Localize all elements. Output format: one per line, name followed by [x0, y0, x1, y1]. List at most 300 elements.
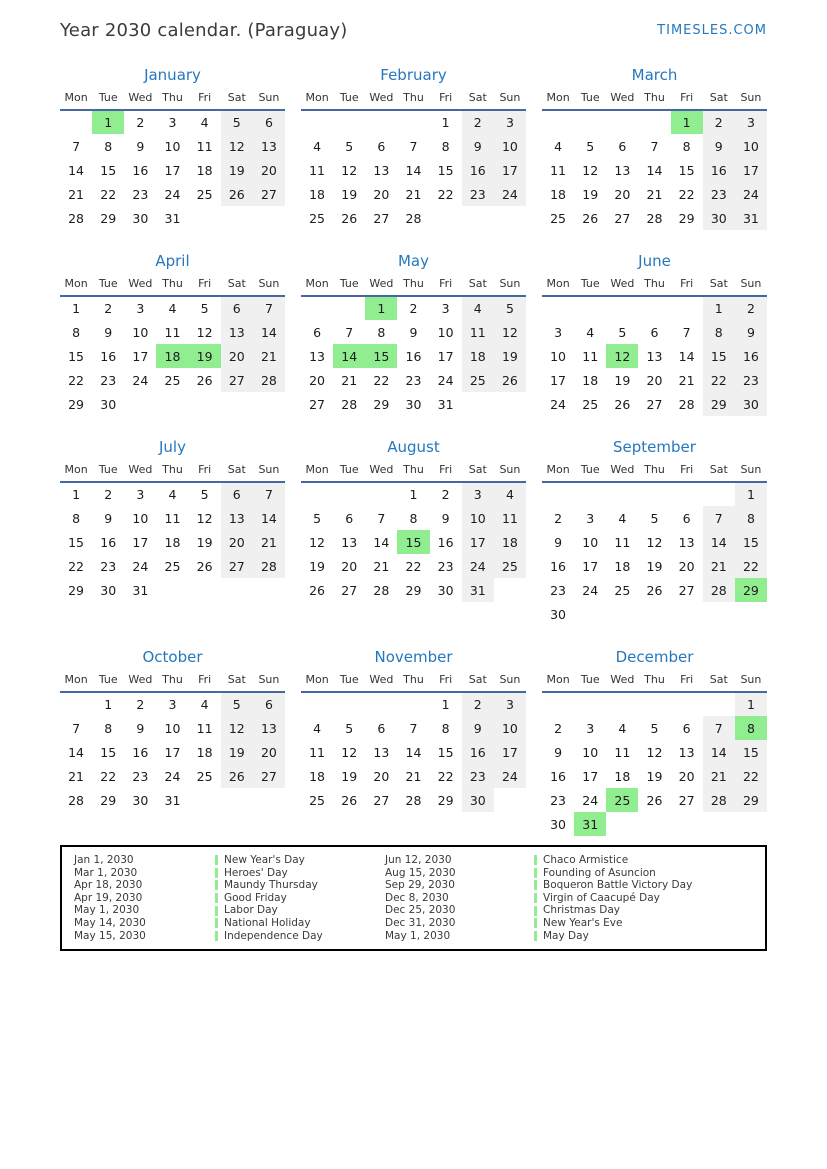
weekday-label: Fri: [671, 673, 703, 692]
day-cell: 3: [168, 697, 177, 712]
weekday-label: Wed: [365, 673, 397, 692]
day-cell: 27: [373, 792, 390, 808]
weekday-label: Sat: [462, 673, 494, 692]
day-cell: 24: [494, 764, 526, 788]
day-cell: 21: [253, 344, 285, 368]
day-cell: 7: [409, 720, 418, 736]
weekday-label: Tue: [574, 673, 606, 692]
day-cell: 13: [678, 744, 695, 760]
month-title: December: [615, 648, 694, 666]
day-cell-empty: [301, 482, 333, 506]
weekday-label: Mon: [301, 277, 333, 296]
day-cell: 4: [586, 324, 595, 340]
day-cell: 23: [100, 558, 117, 574]
weekday-label: Tue: [333, 463, 365, 482]
day-cell: 13: [646, 348, 663, 364]
day-cell: 24: [132, 372, 149, 388]
day-cell: 29: [437, 792, 454, 808]
holiday-name: New Year's Eve: [543, 916, 623, 929]
holiday-marker: [534, 893, 537, 903]
day-cell-empty: [221, 788, 253, 812]
day-cell-empty: [574, 692, 606, 716]
day-cell: 22: [68, 558, 85, 574]
day-cell: 25: [164, 558, 181, 574]
day-cell: 10: [582, 534, 599, 550]
month-december: [542, 648, 767, 836]
day-cell: 8: [441, 720, 450, 736]
day-cell: 16: [462, 158, 494, 182]
day-cell: 1: [409, 487, 418, 502]
holiday-date: Jun 12, 2030: [385, 854, 452, 866]
day-cell: 11: [164, 324, 181, 340]
day-cell: 19: [646, 768, 663, 784]
day-cell: 6: [221, 482, 253, 506]
weekday-label: Fri: [430, 463, 462, 482]
day-cell: 6: [618, 138, 627, 154]
day-cell-empty: [60, 110, 92, 134]
day-cell-empty: [494, 578, 526, 602]
day-cell: 20: [341, 558, 358, 574]
day-cell: 2: [554, 720, 563, 736]
day-cell: 9: [462, 134, 494, 158]
day-cell: 31: [735, 206, 767, 230]
day-cell: 7: [345, 324, 354, 340]
holiday-name: Heroes' Day: [224, 866, 288, 879]
day-cell: 13: [373, 162, 390, 178]
day-cell: 10: [132, 324, 149, 340]
weekday-label: Thu: [156, 91, 188, 110]
holiday-name: New Year's Day: [224, 854, 305, 866]
weekday-label: Sat: [221, 277, 253, 296]
day-cell: 3: [441, 301, 450, 316]
day-cell-empty: [253, 578, 285, 602]
day-cell: 3: [136, 301, 145, 316]
day-cell: 1: [72, 487, 81, 502]
day-cell: 27: [253, 764, 285, 788]
holiday-entry: [534, 879, 755, 892]
day-cell: 11: [614, 744, 631, 760]
day-cell: 18: [550, 186, 567, 202]
day-cell: 6: [253, 110, 285, 134]
month-january: [60, 66, 285, 230]
day-cell: 3: [554, 324, 563, 340]
day-cell: 5: [200, 487, 209, 502]
weekday-label: Sat: [703, 277, 735, 296]
day-cell: 25: [494, 554, 526, 578]
weekday-label: Fri: [430, 673, 462, 692]
holiday-marker: [215, 931, 218, 941]
day-cell: 12: [221, 716, 253, 740]
weekday-label: Sat: [462, 463, 494, 482]
day-cell: 10: [735, 134, 767, 158]
weekday-label: Mon: [301, 463, 333, 482]
day-cell: 3: [586, 720, 595, 736]
day-cell: 26: [309, 582, 326, 598]
day-cell: 4: [313, 720, 322, 736]
day-cell: 22: [373, 372, 390, 388]
day-cell: 18: [462, 344, 494, 368]
day-cell: 30: [405, 396, 422, 412]
holiday-list: [74, 854, 755, 942]
day-cell-holiday: 1: [92, 110, 124, 134]
day-cell: 8: [682, 138, 691, 154]
day-cell: 6: [345, 510, 354, 526]
day-cell: 28: [68, 210, 85, 226]
day-cell-empty: [221, 578, 253, 602]
day-cell: 29: [703, 392, 735, 416]
day-cell: 2: [735, 296, 767, 320]
day-cell-empty: [703, 692, 735, 716]
day-cell: 27: [373, 210, 390, 226]
day-cell-empty: [671, 602, 703, 626]
holiday-date: Dec 31, 2030: [385, 916, 456, 929]
day-cell: 11: [309, 744, 326, 760]
day-cell: 11: [494, 506, 526, 530]
month-title: August: [387, 438, 440, 456]
day-cell: 23: [462, 764, 494, 788]
day-cell: 29: [678, 210, 695, 226]
day-cell: 28: [703, 788, 735, 812]
day-cell: 15: [735, 740, 767, 764]
day-cell: 9: [703, 134, 735, 158]
day-cell: 14: [646, 162, 663, 178]
day-cell: 21: [373, 558, 390, 574]
month-july: [60, 438, 285, 602]
day-cell-empty: [156, 392, 188, 416]
day-cell: 2: [104, 301, 113, 316]
holiday-name: May Day: [543, 929, 589, 942]
day-cell: 18: [494, 530, 526, 554]
day-cell: 13: [341, 534, 358, 550]
day-cell: 23: [405, 372, 422, 388]
day-cell: 4: [618, 720, 627, 736]
day-cell: 10: [462, 506, 494, 530]
day-cell: 17: [164, 162, 181, 178]
day-cell: 29: [100, 792, 117, 808]
day-cell-empty: [671, 296, 703, 320]
day-cell: 5: [221, 110, 253, 134]
day-cell: 11: [309, 162, 326, 178]
day-cell: 31: [164, 210, 181, 226]
day-cell: 15: [703, 344, 735, 368]
holiday-entry: [534, 930, 755, 943]
weekday-label: Thu: [156, 277, 188, 296]
day-cell: 30: [100, 396, 117, 412]
month-title: November: [374, 648, 453, 666]
weekday-label: Tue: [92, 91, 124, 110]
holiday-entry: [215, 867, 385, 880]
day-cell-empty: [574, 602, 606, 626]
weekday-label: Thu: [638, 673, 670, 692]
weekday-label: Thu: [638, 91, 670, 110]
day-cell: 10: [494, 134, 526, 158]
day-cell: 1: [72, 301, 81, 316]
month-title: January: [144, 66, 201, 84]
weekday-label: Wed: [124, 277, 156, 296]
day-cell-holiday: 19: [189, 344, 221, 368]
day-cell: 11: [462, 320, 494, 344]
day-cell: 10: [437, 324, 454, 340]
day-cell: 15: [678, 162, 695, 178]
holiday-name: Founding of Asuncion: [543, 866, 656, 879]
day-cell: 4: [313, 138, 322, 154]
day-cell: 14: [703, 530, 735, 554]
month-title: May: [397, 252, 429, 270]
weekday-label: Sat: [221, 91, 253, 110]
day-cell: 24: [462, 554, 494, 578]
day-cell: 14: [405, 744, 422, 760]
day-cell-empty: [301, 692, 333, 716]
day-cell: 27: [646, 396, 663, 412]
day-cell: 7: [650, 138, 659, 154]
day-cell-holiday: 1: [365, 296, 397, 320]
weekday-label: Sun: [735, 673, 767, 692]
day-cell: 26: [341, 792, 358, 808]
day-cell: 30: [735, 392, 767, 416]
day-cell: 16: [437, 534, 454, 550]
day-cell: 8: [441, 138, 450, 154]
weekday-label: Sun: [735, 277, 767, 296]
day-cell-empty: [638, 692, 670, 716]
day-cell: 25: [582, 396, 599, 412]
day-cell: 22: [100, 768, 117, 784]
day-cell-empty: [333, 482, 365, 506]
holiday-entry: [215, 930, 385, 943]
day-cell: 7: [703, 716, 735, 740]
day-cell: 15: [100, 162, 117, 178]
holiday-date: May 1, 2030: [74, 904, 140, 917]
weekday-label: Thu: [156, 463, 188, 482]
weekday-label: Sun: [494, 673, 526, 692]
holiday-entry: [215, 917, 385, 930]
month-may: [301, 252, 526, 416]
day-cell: 23: [735, 368, 767, 392]
day-cell: 21: [68, 186, 85, 202]
day-cell-empty: [574, 110, 606, 134]
day-cell: 26: [582, 210, 599, 226]
month-march: [542, 66, 767, 230]
day-cell: 6: [682, 720, 691, 736]
weekday-label: Sun: [735, 463, 767, 482]
weekday-label: Wed: [124, 91, 156, 110]
brand-link[interactable]: TIMESLES.COM: [657, 23, 767, 38]
day-cell: 12: [646, 744, 663, 760]
day-cell: 20: [253, 158, 285, 182]
day-cell-empty: [253, 206, 285, 230]
day-cell: 31: [164, 792, 181, 808]
day-cell: 5: [313, 510, 322, 526]
day-cell: 2: [136, 697, 145, 712]
day-cell: 5: [200, 301, 209, 316]
holiday-name: Good Friday: [224, 891, 287, 904]
day-cell: 22: [703, 368, 735, 392]
weekday-label: Mon: [301, 673, 333, 692]
day-cell-empty: [638, 110, 670, 134]
day-cell: 18: [309, 186, 326, 202]
holiday-name: Labor Day: [224, 904, 278, 917]
day-cell: 26: [614, 396, 631, 412]
day-cell: 12: [221, 134, 253, 158]
day-cell: 14: [68, 162, 85, 178]
day-cell: 11: [582, 348, 599, 364]
day-cell-holiday: 15: [397, 530, 429, 554]
day-cell-empty: [606, 692, 638, 716]
day-cell-empty: [638, 296, 670, 320]
holiday-entry: [534, 892, 755, 905]
day-cell: 12: [646, 534, 663, 550]
day-cell: 17: [132, 534, 149, 550]
day-cell: 9: [554, 534, 563, 550]
month-february: [301, 66, 526, 230]
weekday-label: Wed: [365, 277, 397, 296]
weekday-label: Tue: [574, 463, 606, 482]
day-cell: 23: [437, 558, 454, 574]
day-cell: 19: [341, 186, 358, 202]
day-cell: 24: [437, 372, 454, 388]
day-cell: 16: [405, 348, 422, 364]
weekday-label: Sun: [253, 673, 285, 692]
month-august: [301, 438, 526, 602]
day-cell: 7: [72, 720, 81, 736]
weekday-label: Wed: [124, 463, 156, 482]
day-cell: 12: [582, 162, 599, 178]
weekday-label: Sat: [462, 91, 494, 110]
day-cell: 22: [100, 186, 117, 202]
day-cell: 30: [550, 816, 567, 832]
day-cell: 16: [703, 158, 735, 182]
day-cell: 15: [437, 744, 454, 760]
weekday-label: Sat: [462, 277, 494, 296]
day-cell: 7: [72, 138, 81, 154]
day-cell-empty: [606, 296, 638, 320]
month-april: [60, 252, 285, 416]
day-cell: 30: [703, 206, 735, 230]
day-cell: 15: [100, 744, 117, 760]
holiday-marker: [215, 893, 218, 903]
day-cell: 24: [164, 768, 181, 784]
day-cell: 21: [405, 768, 422, 784]
day-cell-empty: [333, 296, 365, 320]
day-cell: 1: [735, 482, 767, 506]
day-cell: 19: [221, 158, 253, 182]
weekday-label: Thu: [638, 463, 670, 482]
day-cell: 13: [221, 506, 253, 530]
month-october: [60, 648, 285, 812]
day-cell-empty: [430, 206, 462, 230]
day-cell-empty: [574, 482, 606, 506]
day-cell: 21: [703, 554, 735, 578]
day-cell: 13: [309, 348, 326, 364]
day-cell: 6: [313, 324, 322, 340]
day-cell: 26: [196, 372, 213, 388]
holiday-marker: [215, 906, 218, 916]
day-cell: 16: [735, 344, 767, 368]
day-cell: 14: [68, 744, 85, 760]
day-cell: 21: [68, 768, 85, 784]
day-cell-empty: [253, 392, 285, 416]
day-cell-empty: [735, 602, 767, 626]
day-cell: 17: [550, 372, 567, 388]
day-cell: 30: [550, 606, 567, 622]
day-cell: 17: [164, 744, 181, 760]
day-cell: 31: [437, 396, 454, 412]
day-cell: 23: [550, 792, 567, 808]
day-cell-empty: [253, 788, 285, 812]
day-cell: 5: [494, 296, 526, 320]
day-cell: 4: [168, 301, 177, 316]
weekday-label: Fri: [430, 277, 462, 296]
day-cell: 7: [682, 324, 691, 340]
day-cell: 17: [582, 558, 599, 574]
day-cell: 30: [132, 792, 149, 808]
day-cell-empty: [221, 392, 253, 416]
day-cell-empty: [574, 296, 606, 320]
month-table: [542, 463, 767, 626]
day-cell: 9: [104, 510, 113, 526]
day-cell: 11: [614, 534, 631, 550]
month-table: [301, 91, 526, 230]
holiday-marker: [534, 868, 537, 878]
holiday-marker: [534, 906, 537, 916]
day-cell: 17: [494, 740, 526, 764]
day-cell: 25: [550, 210, 567, 226]
day-cell: 10: [164, 720, 181, 736]
day-cell: 12: [196, 510, 213, 526]
day-cell-holiday: 18: [156, 344, 188, 368]
day-cell: 8: [703, 320, 735, 344]
day-cell: 22: [735, 554, 767, 578]
day-cell: 16: [462, 740, 494, 764]
day-cell: 6: [253, 692, 285, 716]
day-cell: 3: [136, 487, 145, 502]
day-cell: 26: [221, 182, 253, 206]
month-title: October: [142, 648, 203, 666]
day-cell: 13: [614, 162, 631, 178]
day-cell: 18: [614, 768, 631, 784]
day-cell: 26: [341, 210, 358, 226]
day-cell: 15: [68, 348, 85, 364]
day-cell: 1: [735, 692, 767, 716]
day-cell: 28: [68, 792, 85, 808]
day-cell: 13: [253, 134, 285, 158]
day-cell: 20: [221, 344, 253, 368]
day-cell-empty: [542, 296, 574, 320]
day-cell: 12: [309, 534, 326, 550]
day-cell: 23: [462, 182, 494, 206]
day-cell: 19: [614, 372, 631, 388]
day-cell: 11: [196, 720, 213, 736]
day-cell: 27: [678, 792, 695, 808]
weekday-label: Thu: [638, 277, 670, 296]
day-cell: 20: [253, 740, 285, 764]
holiday-date: Jan 1, 2030: [74, 854, 134, 866]
weekday-label: Mon: [542, 463, 574, 482]
weekday-label: Tue: [92, 463, 124, 482]
day-cell: 29: [68, 396, 85, 412]
weekday-label: Sat: [703, 91, 735, 110]
day-cell: 16: [132, 162, 149, 178]
day-cell: 19: [646, 558, 663, 574]
day-cell: 28: [373, 582, 390, 598]
day-cell: 25: [462, 368, 494, 392]
day-cell-holiday: 15: [365, 344, 397, 368]
day-cell-empty: [301, 110, 333, 134]
day-cell: 6: [650, 324, 659, 340]
weekday-label: Thu: [156, 673, 188, 692]
day-cell: 9: [136, 138, 145, 154]
day-cell: 22: [437, 768, 454, 784]
day-cell: 17: [494, 158, 526, 182]
